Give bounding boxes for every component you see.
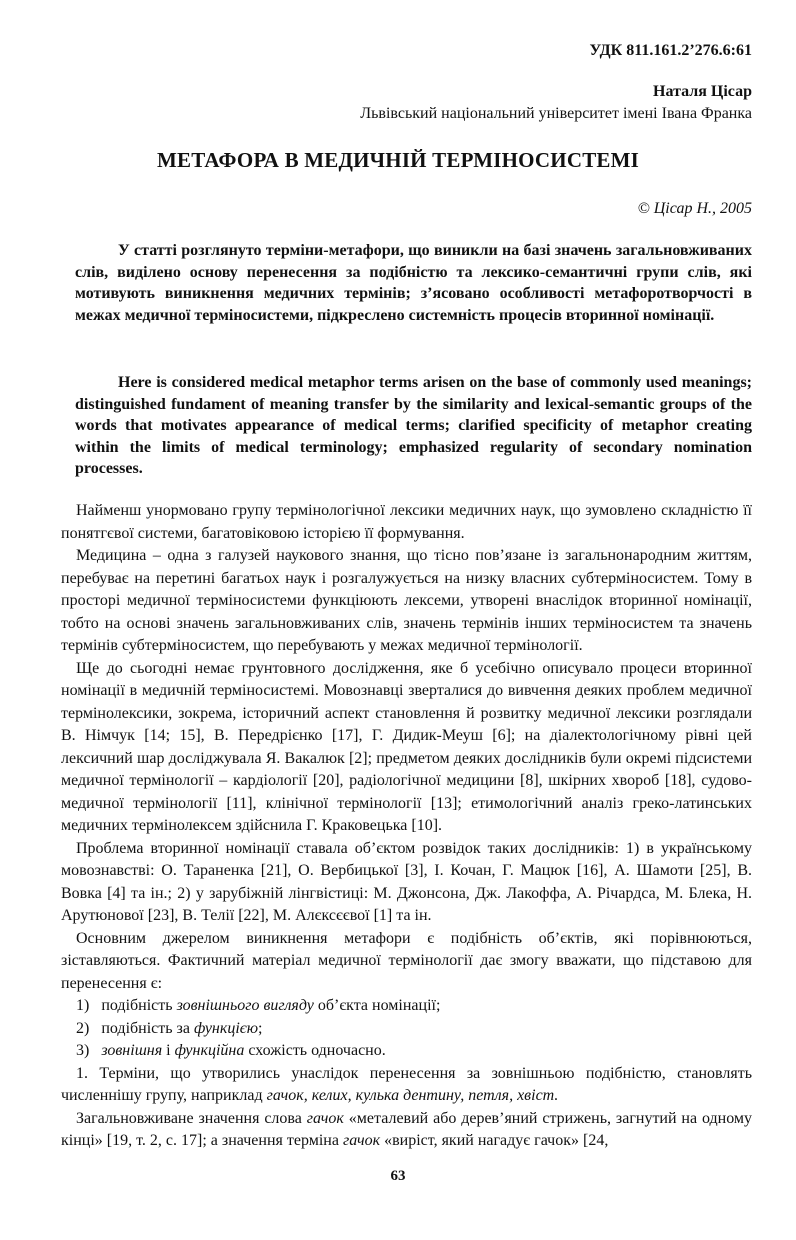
abstract-english: Here is considered medical metaphor terms arisen on the base of commonly used meanings; distinguished fundament of meaning transfer by the similarity and lexical-semantic groups of the words that motivates appearance of medical terms; clarified specificity of metaphor creating within the limits of medical terminology; emphasized regularity of secondary nomination processes.: [75, 374, 752, 477]
paragraph: Найменш унормовано групу термінологічної лексики медичних наук, що зумовлено складністю її понятгєвої системи, багатовіковою історією її формування.: [61, 502, 752, 542]
list-number: 3): [76, 1042, 90, 1059]
copyright: © Цісар Н., 2005: [637, 200, 752, 217]
abstract-ukrainian: У статті розглянуто терміни-метафори, що виникли на базі значень загальновживаних слів, виділено основу перенесення за подібністю та лексико-семантичні групи слів, які мотивують виникнення медичних термінів; з’ясовано особливості метафоротворчості в межах медичної терміносистеми, підкреслено системність процесів вторинної номінації.: [75, 242, 752, 324]
list-text: і: [166, 1042, 171, 1059]
list-emphasis: зовнішнього вигляду: [176, 997, 314, 1014]
list-text: ;: [258, 1019, 263, 1037]
list-number: 1): [76, 997, 90, 1014]
list-text: подібність: [101, 997, 173, 1014]
paragraph-text: 1. Терміни, що утворились унаслідок перенесення за зовнішньою подібністю, становлять численнішу групу, наприклад: [61, 1064, 752, 1104]
term-word: гачок: [342, 1132, 381, 1149]
list-item: [61, 995, 752, 1018]
list-text: схожість одночасно.: [248, 1042, 386, 1059]
list-item: [61, 1040, 752, 1063]
paragraph-text: «виріст, який нагадує гачок» [24,: [384, 1132, 609, 1149]
term-word: гачок: [306, 1109, 344, 1127]
paragraph-text: Загальновживане значення слова: [76, 1109, 302, 1127]
article-body: [61, 500, 752, 1153]
list-text: подібність за: [101, 1019, 190, 1037]
paragraph: Ще до сьогодні немає грунтовного дослідження, яке б усебічно описувало процеси вторинної номінації в медичній терміносистемі. Мовознавці зверталися до вивчення деяких проблем медичної термінолексики, зокрема, історичний аспект становлення й розвитку медичної лексики розглядали В. Німчук [14; 15], В. Передрієнко [17], Г. Дидик-Меуш [6]; на діалектологічному рівні цей лексичний шар досліджувала Я. Вакалюк [2]; предметом деяких дослідників були окремі підсистеми медичної термінології – кардіології [20], радіологічної медицини [8], шкірних хвороб [18], судово-медичної термінології [11], клінічної термінології [13]; етимологічний аналіз греко-латинських медичних термінолексем здійснила Г. Краковецька [10].: [61, 659, 752, 834]
page-number: 63: [390, 1168, 406, 1184]
list-text: об’єкта номінації;: [317, 997, 441, 1014]
list-emphasis: зовнішня: [101, 1042, 163, 1059]
article-title: МЕТАФОРА В МЕДИЧНІЙ ТЕРМІНОСИСТЕМІ: [156, 148, 640, 172]
paragraph: Проблема вторинної номінації ставала об’єктом розвідок таких дослідників: 1) в українському мовознавстві: О. Тараненка [21], О. Вербицької [3], І. Кочан, Г. Мацюк [16], А. Шамоти [25], В. Вовка [4] та ін.; 2) у зарубіжній лінгвістиці: М. Джонсона, Дж. Лакоффа, А. Річардса, М. Блека, Н. Арутюнової [23], В. Телії [22], М. Алєксєєвої [1] та ін.: [61, 839, 752, 924]
list-number: 2): [76, 1019, 90, 1037]
paragraph: [61, 1108, 752, 1153]
udk-code: УДК 811.161.2’276.6:61: [589, 42, 752, 59]
author-affiliation: Львівський національний університет імені Івана Франка: [360, 105, 752, 122]
paragraph: Медицина – одна з галузей наукового знання, що тісно пов’язане із загальнонародним життям, перебуває на перетині багатьох наук і розгалужується на низку власних субтерміносистем. Тому в просторі медичної терміносистеми функціюють лексеми, утворені внаслідок вторинної номінації, тобто на основі значень загальновживаних слів, значень термінів інших терміносистем та значень термінів субтерміносистем, що перебувають у межах медичної термінології.: [61, 547, 752, 654]
list-item: [61, 1018, 752, 1041]
paragraph-text: «металевий або дерев’яний стрижень, загнутий на одному кінці» [19, т. 2, с. 17]; а значення терміна: [61, 1109, 753, 1149]
author-name: Наталя Цісар: [653, 83, 752, 100]
paragraph: [61, 1063, 752, 1108]
list-emphasis: функцією: [193, 1019, 259, 1037]
paragraph: Основним джерелом виникнення метафори є подібність об’єктів, які порівнюються, зіставляються. Фактичний матеріал медичної термінології дає змогу вважати, що підставою для перенесення є:: [61, 929, 752, 992]
list-emphasis: функційна: [174, 1042, 245, 1059]
term-examples: гачок, келих, кулька дентину, петля, хвіст.: [266, 1087, 559, 1104]
